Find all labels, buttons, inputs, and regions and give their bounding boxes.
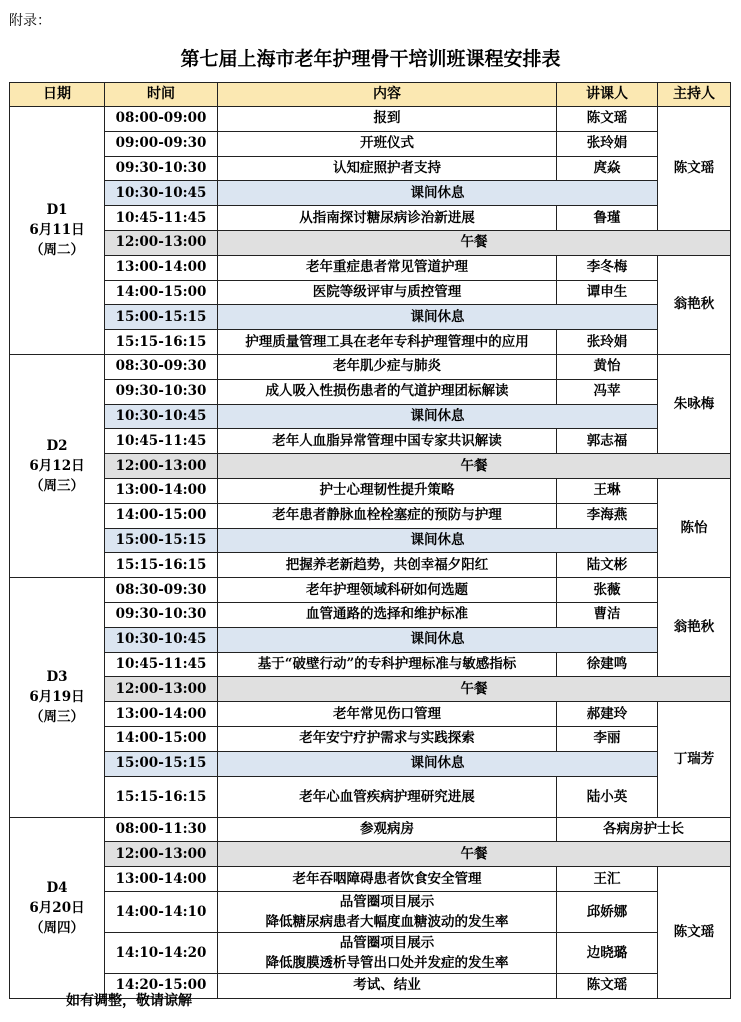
- session-time: 15:15-16:15: [105, 330, 218, 355]
- host-cell: 翁艳秋: [658, 255, 731, 354]
- session-lecturer: 李冬梅: [557, 255, 658, 280]
- table-row: [10, 156, 731, 181]
- session-content: 从指南探讨糖尿病诊治新进展: [218, 206, 557, 231]
- table-row: [10, 330, 731, 355]
- break-time: 15:00-15:15: [105, 751, 218, 776]
- header-lecturer: 讲课人: [557, 83, 658, 107]
- header-host: 主持人: [658, 83, 731, 107]
- session-time: 09:00-09:30: [105, 131, 218, 156]
- table-row: [10, 429, 731, 454]
- session-lecturer: 陈文瑶: [557, 973, 658, 998]
- session-lecturer: 庹焱: [557, 156, 658, 181]
- session-time: 10:45-11:45: [105, 429, 218, 454]
- break-time: 10:30-10:45: [105, 404, 218, 429]
- table-row: [10, 726, 731, 751]
- session-time: 10:45-11:45: [105, 206, 218, 231]
- lunch-row: [10, 677, 731, 702]
- page-title: 第七届上海市老年护理骨干培训班课程安排表: [180, 48, 561, 70]
- lunch-label: 午餐: [218, 677, 731, 702]
- session-content: 护理质量管理工具在老年专科护理管理中的应用: [218, 330, 557, 355]
- host-cell: 陈怡: [658, 478, 731, 577]
- session-content: 参观病房: [218, 817, 557, 842]
- lunch-label: 午餐: [218, 454, 731, 479]
- table-row: [10, 503, 731, 528]
- table-row: [10, 578, 731, 603]
- session-lecturer: 王琳: [557, 478, 658, 503]
- session-lecturer: 曹洁: [557, 602, 658, 627]
- session-content: 基于“破壁行动”的专科护理标准与敏感指标: [218, 652, 557, 677]
- session-content: 考试、结业: [218, 973, 557, 998]
- table-row: [10, 776, 731, 817]
- lunch-time: 12:00-13:00: [105, 454, 218, 479]
- header-row: [10, 83, 731, 107]
- session-lecturer: 各病房护士长: [557, 817, 731, 842]
- break-label: 课间休息: [218, 528, 658, 553]
- session-time: 14:20-15:00: [105, 973, 218, 998]
- break-label: 课间休息: [218, 404, 658, 429]
- table-row: [10, 817, 731, 842]
- session-content: 血管通路的选择和维护标准: [218, 602, 557, 627]
- lunch-row: [10, 454, 731, 479]
- session-lecturer: 陆小英: [557, 776, 658, 817]
- session-lecturer: 邱娇娜: [557, 891, 658, 932]
- session-lecturer: 黄怡: [557, 354, 658, 379]
- session-content: 报到: [218, 107, 557, 132]
- session-content: 老年肌少症与肺炎: [218, 354, 557, 379]
- break-label: 课间休息: [218, 305, 658, 330]
- lunch-time: 12:00-13:00: [105, 230, 218, 255]
- appendix-label: 附录：: [9, 13, 51, 29]
- session-time: 08:30-09:30: [105, 578, 218, 603]
- schedule-table: [9, 82, 731, 999]
- session-content: 老年护理领域科研如何选题: [218, 578, 557, 603]
- day-code: D4: [46, 879, 68, 896]
- session-lecturer: 李丽: [557, 726, 658, 751]
- host-cell: 丁瑞芳: [658, 702, 731, 817]
- session-lecturer: 李海燕: [557, 503, 658, 528]
- session-time: 13:00-14:00: [105, 702, 218, 727]
- day-date: 6月20日: [29, 899, 85, 916]
- session-time: 14:00-14:10: [105, 891, 218, 932]
- session-time: 13:00-14:00: [105, 255, 218, 280]
- session-lecturer: 郝建玲: [557, 702, 658, 727]
- session-time: 14:00-15:00: [105, 726, 218, 751]
- session-content: 老年心血管疾病护理研究进展: [218, 776, 557, 817]
- break-row: [10, 528, 731, 553]
- session-time: 08:00-11:30: [105, 817, 218, 842]
- session-content: 老年患者静脉血栓栓塞症的预防与护理: [218, 503, 557, 528]
- table-row: [10, 354, 731, 379]
- session-time: 14:00-15:00: [105, 280, 218, 305]
- break-row: [10, 181, 731, 206]
- session-lecturer: 陈文瑶: [557, 107, 658, 132]
- session-time: 09:30-10:30: [105, 602, 218, 627]
- table-row: [10, 932, 731, 973]
- lunch-time: 12:00-13:00: [105, 677, 218, 702]
- session-lecturer: 郭志福: [557, 429, 658, 454]
- break-time: 15:00-15:15: [105, 305, 218, 330]
- day-date: 6月19日: [29, 689, 85, 706]
- day-date: 6月11日: [29, 222, 85, 239]
- host-cell: 翁艳秋: [658, 578, 731, 677]
- session-lecturer: 张玲娟: [557, 131, 658, 156]
- session-lecturer: 张薇: [557, 578, 658, 603]
- session-content: 把握养老新趋势，共创幸福夕阳红: [218, 553, 557, 578]
- lunch-row: [10, 230, 731, 255]
- session-content: 医院等级评审与质控管理: [218, 280, 557, 305]
- day-cell: [10, 107, 105, 355]
- session-time: 14:10-14:20: [105, 932, 218, 973]
- lunch-label: 午餐: [218, 842, 731, 867]
- session-lecturer: 徐建鸣: [557, 652, 658, 677]
- host-cell: 朱咏梅: [658, 354, 731, 453]
- header-content: 内容: [218, 83, 557, 107]
- session-time: 08:30-09:30: [105, 354, 218, 379]
- session-time: 13:00-14:00: [105, 867, 218, 892]
- day-code: D1: [46, 202, 68, 219]
- session-content: 认知症照护者支持: [218, 156, 557, 181]
- session-lecturer: 张玲娟: [557, 330, 658, 355]
- table-row: [10, 867, 731, 892]
- break-row: [10, 751, 731, 776]
- day-date: 6月12日: [29, 458, 85, 475]
- table-row: [10, 107, 731, 132]
- session-content: 成人吸入性损伤患者的气道护理团标解读: [218, 379, 557, 404]
- header-date: 日期: [10, 83, 105, 107]
- day-cell: [10, 354, 105, 577]
- host-cell: 陈文瑶: [658, 867, 731, 999]
- table-row: [10, 255, 731, 280]
- table-row: [10, 280, 731, 305]
- session-time: 10:45-11:45: [105, 652, 218, 677]
- session-time: 09:30-10:30: [105, 156, 218, 181]
- break-row: [10, 305, 731, 330]
- session-time: 08:00-09:00: [105, 107, 218, 132]
- break-label: 课间休息: [218, 751, 658, 776]
- table-row: [10, 478, 731, 503]
- day-cell: [10, 578, 105, 817]
- session-time: 15:15-16:15: [105, 553, 218, 578]
- session-lecturer: 边晓璐: [557, 932, 658, 973]
- break-time: 10:30-10:45: [105, 627, 218, 652]
- host-cell: 陈文瑶: [658, 107, 731, 231]
- session-lecturer: 鲁瑾: [557, 206, 658, 231]
- table-row: [10, 891, 731, 932]
- session-content: 老年常见伤口管理: [218, 702, 557, 727]
- table-row: [10, 379, 731, 404]
- day-code: D2: [46, 438, 68, 455]
- session-content-line: 品管圈项目展示: [339, 893, 435, 910]
- session-content: 护士心理韧性提升策略: [218, 478, 557, 503]
- session-lecturer: 陆文彬: [557, 553, 658, 578]
- day-weekday: （周三）: [30, 478, 84, 495]
- session-time: 09:30-10:30: [105, 379, 218, 404]
- day-cell: [10, 817, 105, 998]
- break-row: [10, 404, 731, 429]
- table-row: [10, 652, 731, 677]
- day-weekday: （周三）: [30, 709, 84, 726]
- session-content-line: 降低糖尿病患者大幅度血糖波动的发生率: [265, 913, 509, 930]
- break-time: 15:00-15:15: [105, 528, 218, 553]
- session-content: 老年安宁疗护需求与实践探索: [218, 726, 557, 751]
- header-time: 时间: [105, 83, 218, 107]
- footer-note: 如有调整，敬请谅解: [66, 993, 192, 1009]
- table-row: [10, 131, 731, 156]
- lunch-label: 午餐: [218, 230, 731, 255]
- break-row: [10, 627, 731, 652]
- session-content-line: 降低腹膜透析导管出口处并发症的发生率: [265, 954, 509, 971]
- break-time: 10:30-10:45: [105, 181, 218, 206]
- session-lecturer: 谭申生: [557, 280, 658, 305]
- session-time: 14:00-15:00: [105, 503, 218, 528]
- table-row: [10, 553, 731, 578]
- session-time: 13:00-14:00: [105, 478, 218, 503]
- table-row: [10, 702, 731, 727]
- session-content: 老年重症患者常见管道护理: [218, 255, 557, 280]
- session-content-multiline: [218, 891, 557, 932]
- session-time: 15:15-16:15: [105, 776, 218, 817]
- session-content-multiline: [218, 932, 557, 973]
- session-content-line: 品管圈项目展示: [339, 934, 435, 951]
- session-lecturer: 王汇: [557, 867, 658, 892]
- session-content: 老年人血脂异常管理中国专家共识解读: [218, 429, 557, 454]
- day-weekday: （周二）: [30, 242, 84, 259]
- table-row: [10, 206, 731, 231]
- lunch-row: [10, 842, 731, 867]
- break-label: 课间休息: [218, 627, 658, 652]
- day-code: D3: [46, 669, 68, 686]
- table-row: [10, 602, 731, 627]
- day-weekday: （周四）: [30, 919, 84, 936]
- break-label: 课间休息: [218, 181, 658, 206]
- lunch-time: 12:00-13:00: [105, 842, 218, 867]
- session-content: 开班仪式: [218, 131, 557, 156]
- session-content: 老年吞咽障碍患者饮食安全管理: [218, 867, 557, 892]
- session-lecturer: 冯苹: [557, 379, 658, 404]
